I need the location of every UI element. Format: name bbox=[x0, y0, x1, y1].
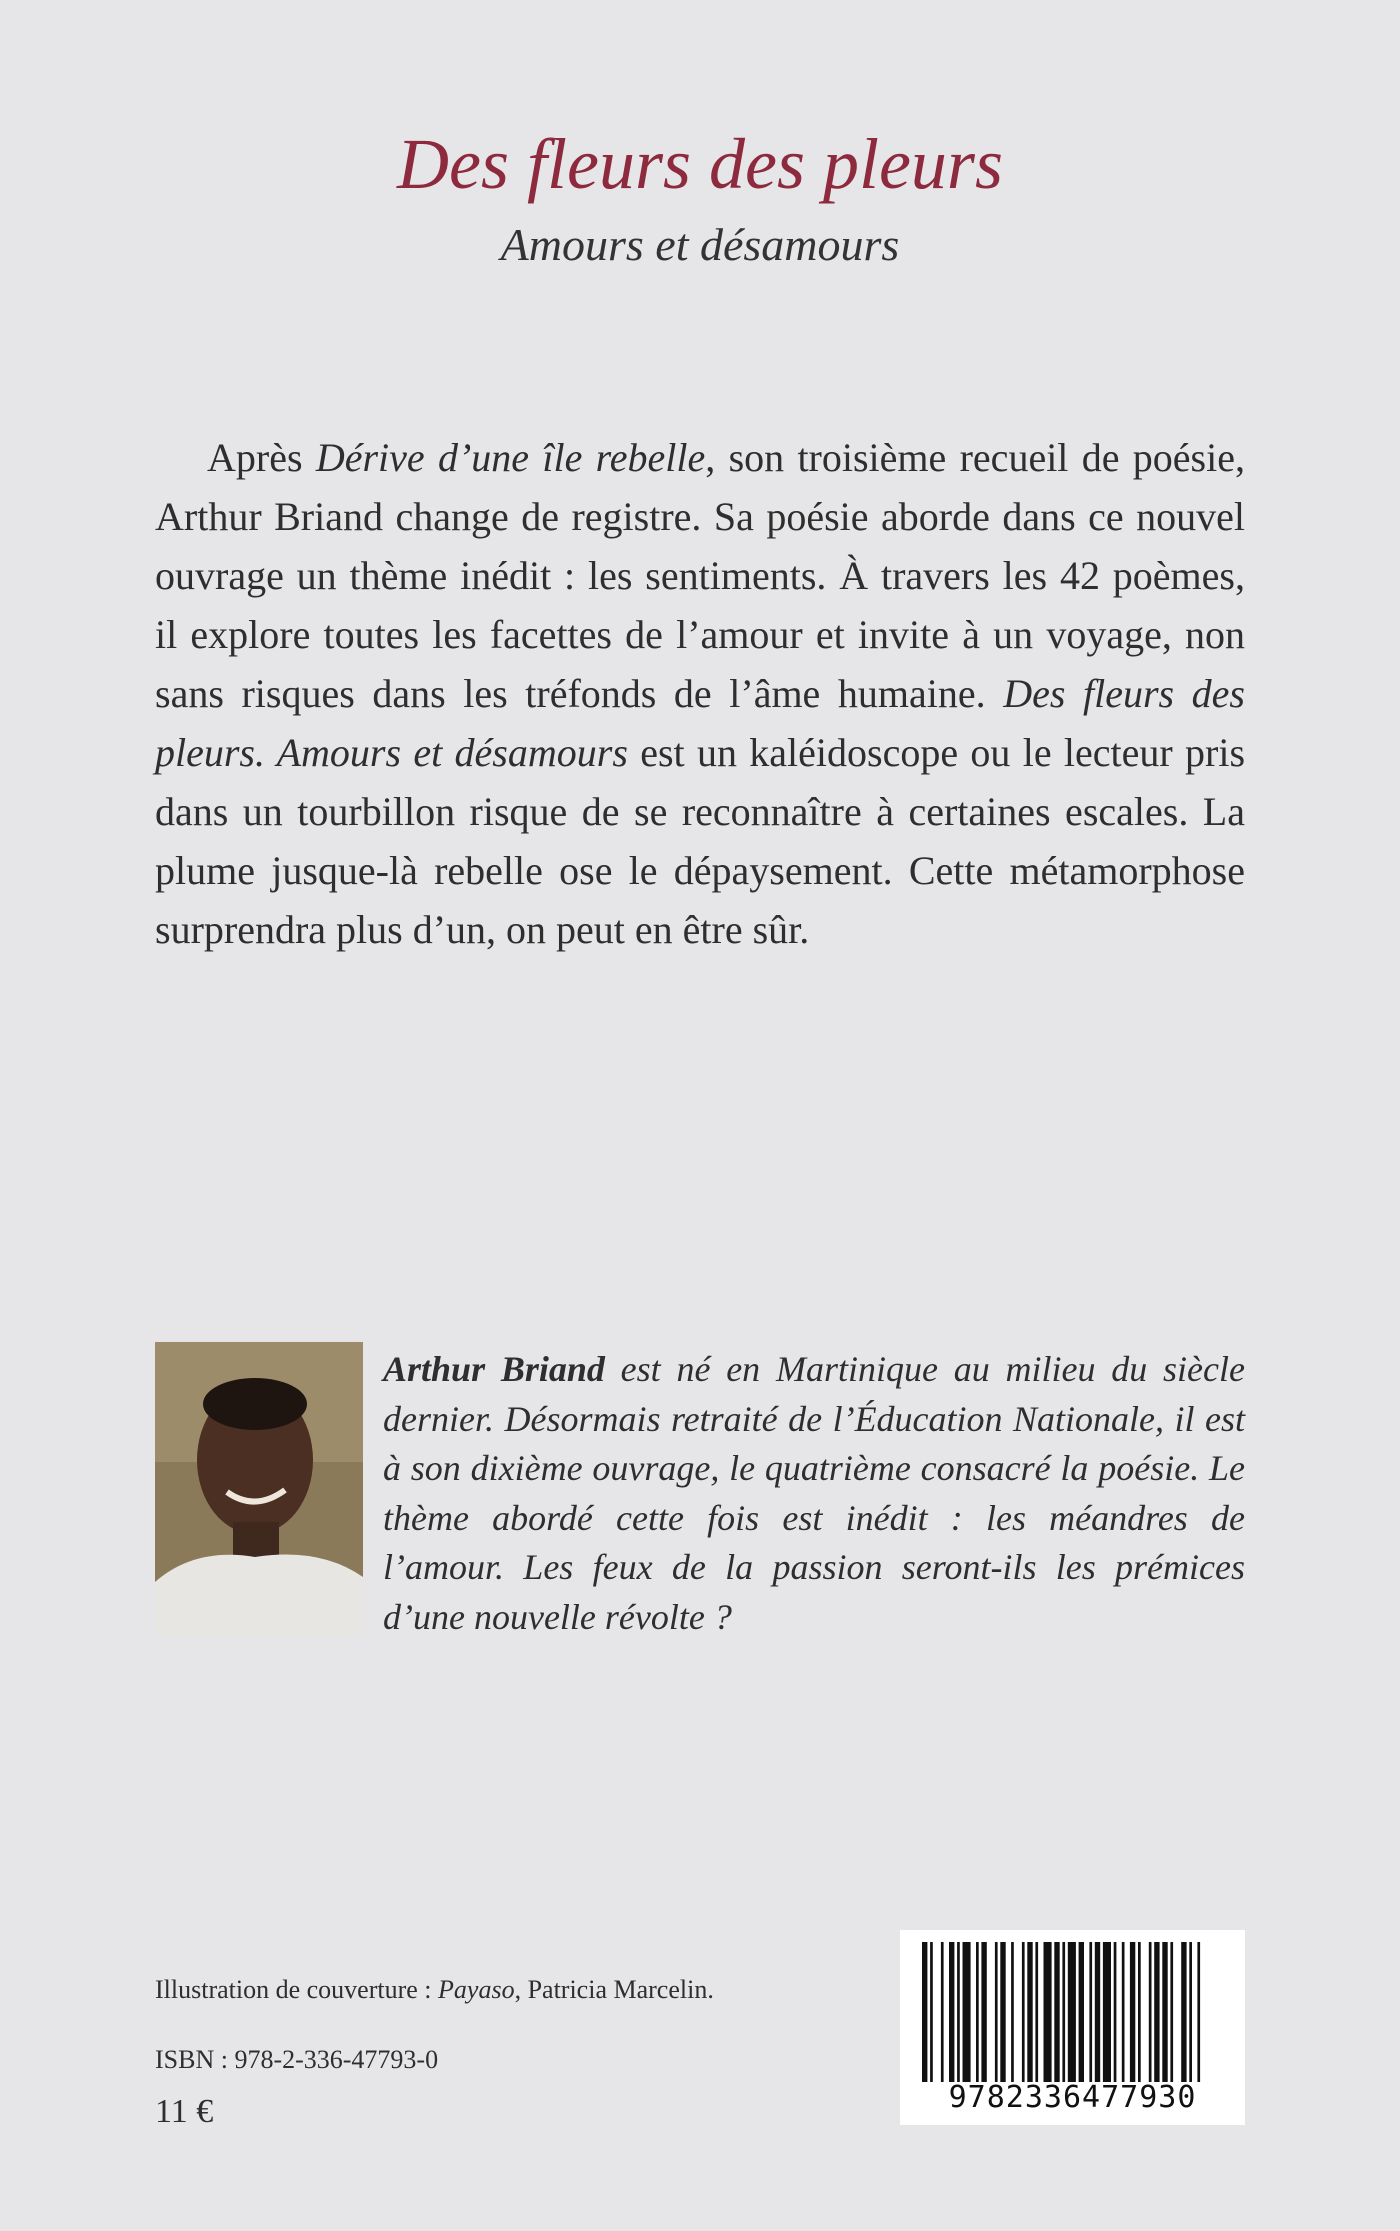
book-subtitle: Amours et désamours bbox=[500, 219, 900, 270]
barcode-bar bbox=[1095, 1942, 1100, 2082]
barcode-bar bbox=[1089, 1942, 1092, 2082]
barcode-bar bbox=[1138, 1942, 1141, 2082]
barcode-bar bbox=[1103, 1942, 1111, 2082]
barcode-bar bbox=[976, 1942, 979, 2082]
barcode-bar bbox=[941, 1942, 944, 2082]
barcode-bar bbox=[1044, 1942, 1052, 2082]
barcode-bar bbox=[1000, 1942, 1005, 2082]
barcode-bar bbox=[1170, 1942, 1173, 2082]
barcode bbox=[900, 1930, 1245, 2125]
barcode-digits: 9782336477930 bbox=[948, 2080, 1197, 2115]
barcode-bar bbox=[1079, 1942, 1084, 2082]
barcode-bar bbox=[930, 1942, 933, 2082]
credit-work: Payaso bbox=[438, 1975, 515, 2004]
barcode-bar bbox=[1068, 1942, 1076, 2082]
blurb-italic-title-2: Des fleurs des pleurs. Amours et désamours bbox=[155, 671, 1245, 775]
barcode-bar bbox=[957, 1942, 960, 2082]
credit-artist: , Patricia Marcelin. bbox=[514, 1975, 714, 2004]
price: 11 € bbox=[155, 2093, 214, 2130]
book-title: Des fleurs des pleurs bbox=[397, 124, 1003, 204]
barcode-bar bbox=[1054, 1942, 1059, 2082]
barcode-bar bbox=[1022, 1942, 1025, 2082]
author-bio-text: est né en Martinique au milieu du siècle dernier. Désormais retraité de l’Éducation Nationale, il est à son dixième ouvrage, le quatrième consacré la poésie. Le thème abordé cette fois est inédit : les méandres de l’amour. Les feux de la passion seront-ils les prémices d’une nouvelle révolte ? bbox=[383, 1349, 1245, 1637]
barcode-bar bbox=[1027, 1942, 1032, 2082]
blurb-italic-title-1: Dérive d’une île rebelle bbox=[315, 435, 706, 480]
back-cover-blurb bbox=[155, 428, 1245, 959]
barcode-bar bbox=[922, 1942, 927, 2082]
barcode-bar bbox=[1122, 1942, 1125, 2082]
barcode-bar bbox=[1011, 1942, 1014, 2082]
author-bio bbox=[383, 1345, 1245, 1642]
barcode-bar bbox=[963, 1942, 971, 2082]
barcode-bar bbox=[981, 1942, 986, 2082]
barcode-bar bbox=[1197, 1942, 1200, 2082]
author-name: Arthur Briand bbox=[383, 1349, 605, 1389]
barcode-bar bbox=[1154, 1942, 1159, 2082]
barcode-bar bbox=[1062, 1942, 1065, 2082]
author-photo bbox=[155, 1342, 363, 1636]
barcode-bar bbox=[1035, 1942, 1038, 2082]
blurb-text-1: Après bbox=[207, 435, 316, 480]
barcode-bar bbox=[1181, 1942, 1186, 2082]
cover-illustration-credit bbox=[155, 1975, 714, 2005]
barcode-bar bbox=[1162, 1942, 1167, 2082]
barcode-bar bbox=[1189, 1942, 1192, 2082]
barcode-bar bbox=[949, 1942, 954, 2082]
barcode-bar bbox=[1149, 1942, 1152, 2082]
blurb-text-3: est un kaléidoscope ou le lecteur pris dans un tourbillon risque de se reconnaître à certaines escales. La plume jusque-là rebelle ose le dépaysement. Cette métamorphose surprendra plus d’un, on peut en être sûr. bbox=[155, 730, 1246, 952]
credit-label: Illustration de couverture : bbox=[155, 1975, 439, 2004]
blurb-text-2: , son troisième recueil de poésie, Arthur Briand change de registre. Sa poésie aborde dans ce nouvel ouvrage un thème inédit : les sentiments. À travers les 42 poèmes, il explore toutes les facettes de l’amour et invite à un voyage, non sans risques dans les tréfonds de l’âme humaine. bbox=[155, 435, 1245, 716]
barcode-bar bbox=[995, 1942, 998, 2082]
barcode-bar bbox=[1114, 1942, 1117, 2082]
barcode-bar bbox=[1130, 1942, 1135, 2082]
isbn: ISBN : 978-2-336-47793-0 bbox=[155, 2045, 439, 2074]
